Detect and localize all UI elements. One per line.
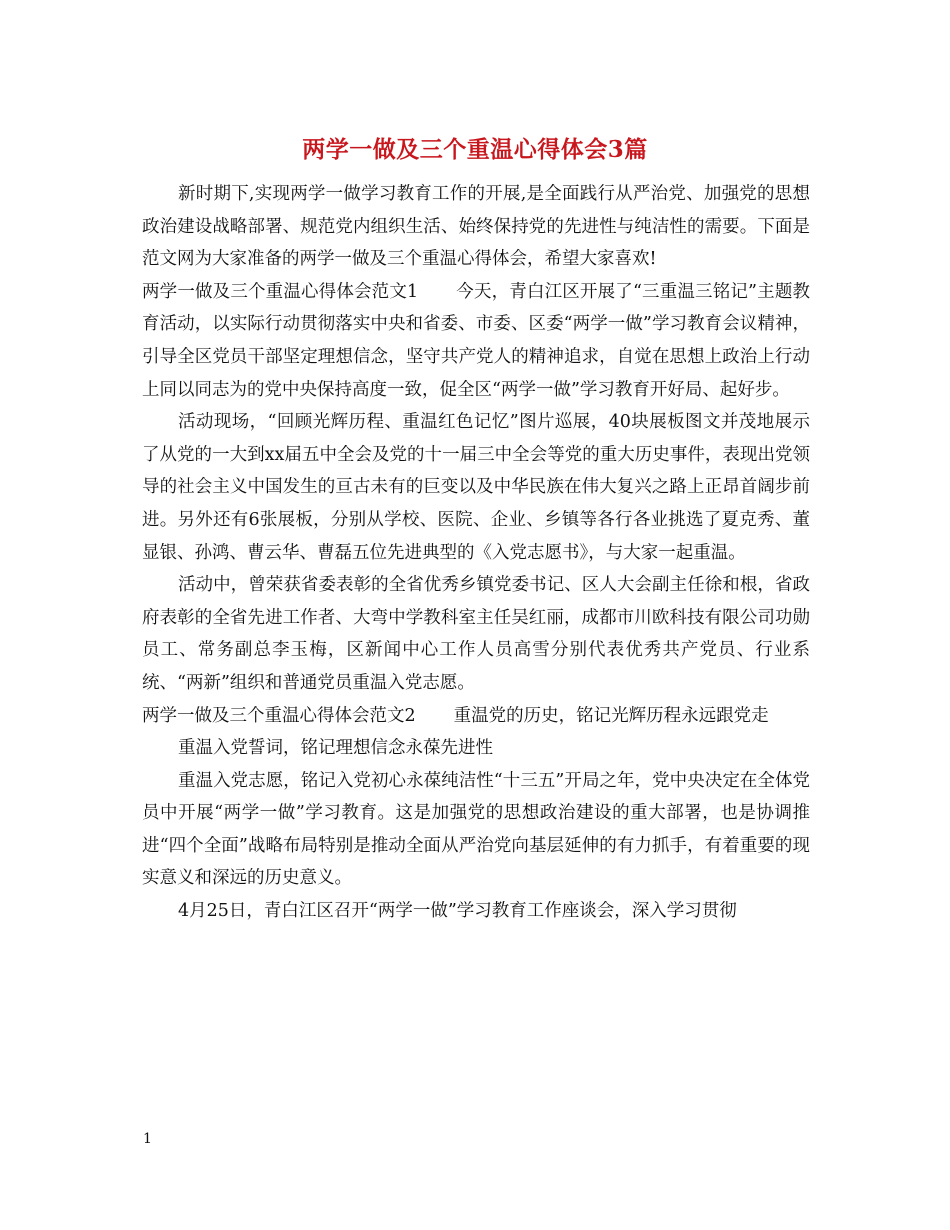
section-2-lead-text: 重温党的历史，铭记光辉历程永远跟党走 xyxy=(453,705,769,726)
section-2-heading: 两学一做及三个重温心得体会范文2 xyxy=(142,705,416,726)
section-2-paragraph xyxy=(142,700,810,733)
intro-paragraph: 新时期下,实现两学一做学习教育工作的开展,是全面践行从严治党、加强党的思想政治建设战略部署、规范党内组织生活、始终保持党的先进性与纯洁性的需要。下面是范文网为大家准备的两学一做及三个重温心得体会，希望大家喜欢! xyxy=(142,184,810,270)
section-2-body: 重温入党志愿，铭记入党初心永葆纯洁性“十三五”开局之年，党中央决定在全体党员中开展“两学一做”学习教育。这是加强党的思想政治建设的重大部署，也是协调推进“四个全面”战略布局特别是推动全面从严治党向基层延伸的有力抓手，有着重要的现实意义和深远的历史意义。 xyxy=(142,770,810,889)
meeting-paragraph: 4月25日，青白江区召开“两学一做”学习教育工作座谈会，深入学习贯彻 xyxy=(178,901,737,922)
section-2-subline: 重温入党誓词，铭记理想信念永葆先进性 xyxy=(178,738,493,759)
exhibition-paragraph: 活动现场，“回顾光辉历程、重温红色记忆”图片巡展，40块展板图文并茂地展示了从党的一大到xx届五中全会及党的十一届三中全会等党的重大历史事件，表现出党领导的社会主义中国发生的亘古未有的巨变以及中华民族在伟大复兴之路上正昂首阔步前进。另外还有6张展板，分别从学校、医院、企业、乡镇等各行各业挑选了夏克秀、董显银、孙鸿、曹云华、曹磊五位先进典型的《入党志愿书》，与大家一起重温。 xyxy=(142,412,810,563)
section-1-heading: 两学一做及三个重温心得体会范文1 xyxy=(142,281,419,302)
activity-paragraph: 活动中，曾荣获省委表彰的全省优秀乡镇党委书记、区人大会副主任徐和根，省政府表彰的全省先进工作者、大弯中学教科室主任吴红丽，成都市川欧科技有限公司功勋员工、常务副总李玉梅，区新闻中心工作人员高雪分别代表优秀共产党员、行业系统、“两新”组织和普通党员重温入党志愿。 xyxy=(142,575,810,693)
page-number: 1 xyxy=(143,1131,152,1147)
section-1-paragraph xyxy=(142,276,810,406)
document-body xyxy=(142,178,810,928)
document-title: 两学一做及三个重温心得体会3篇 xyxy=(302,136,648,163)
section-1-lead-text: 今天，青白江区开展了“三重温三铭记”主题教育活动，以实际行动贯彻落实中央和省委、市委、区委“两学一做”学习教育会议精神，引导全区党员干部坚定理想信念，坚守共产党人的精神追求，自觉在思想上政治上行动上同以同志为的党中央保持高度一致，促全区“两学一做”学习教育开好局、起好步。 xyxy=(142,281,810,400)
